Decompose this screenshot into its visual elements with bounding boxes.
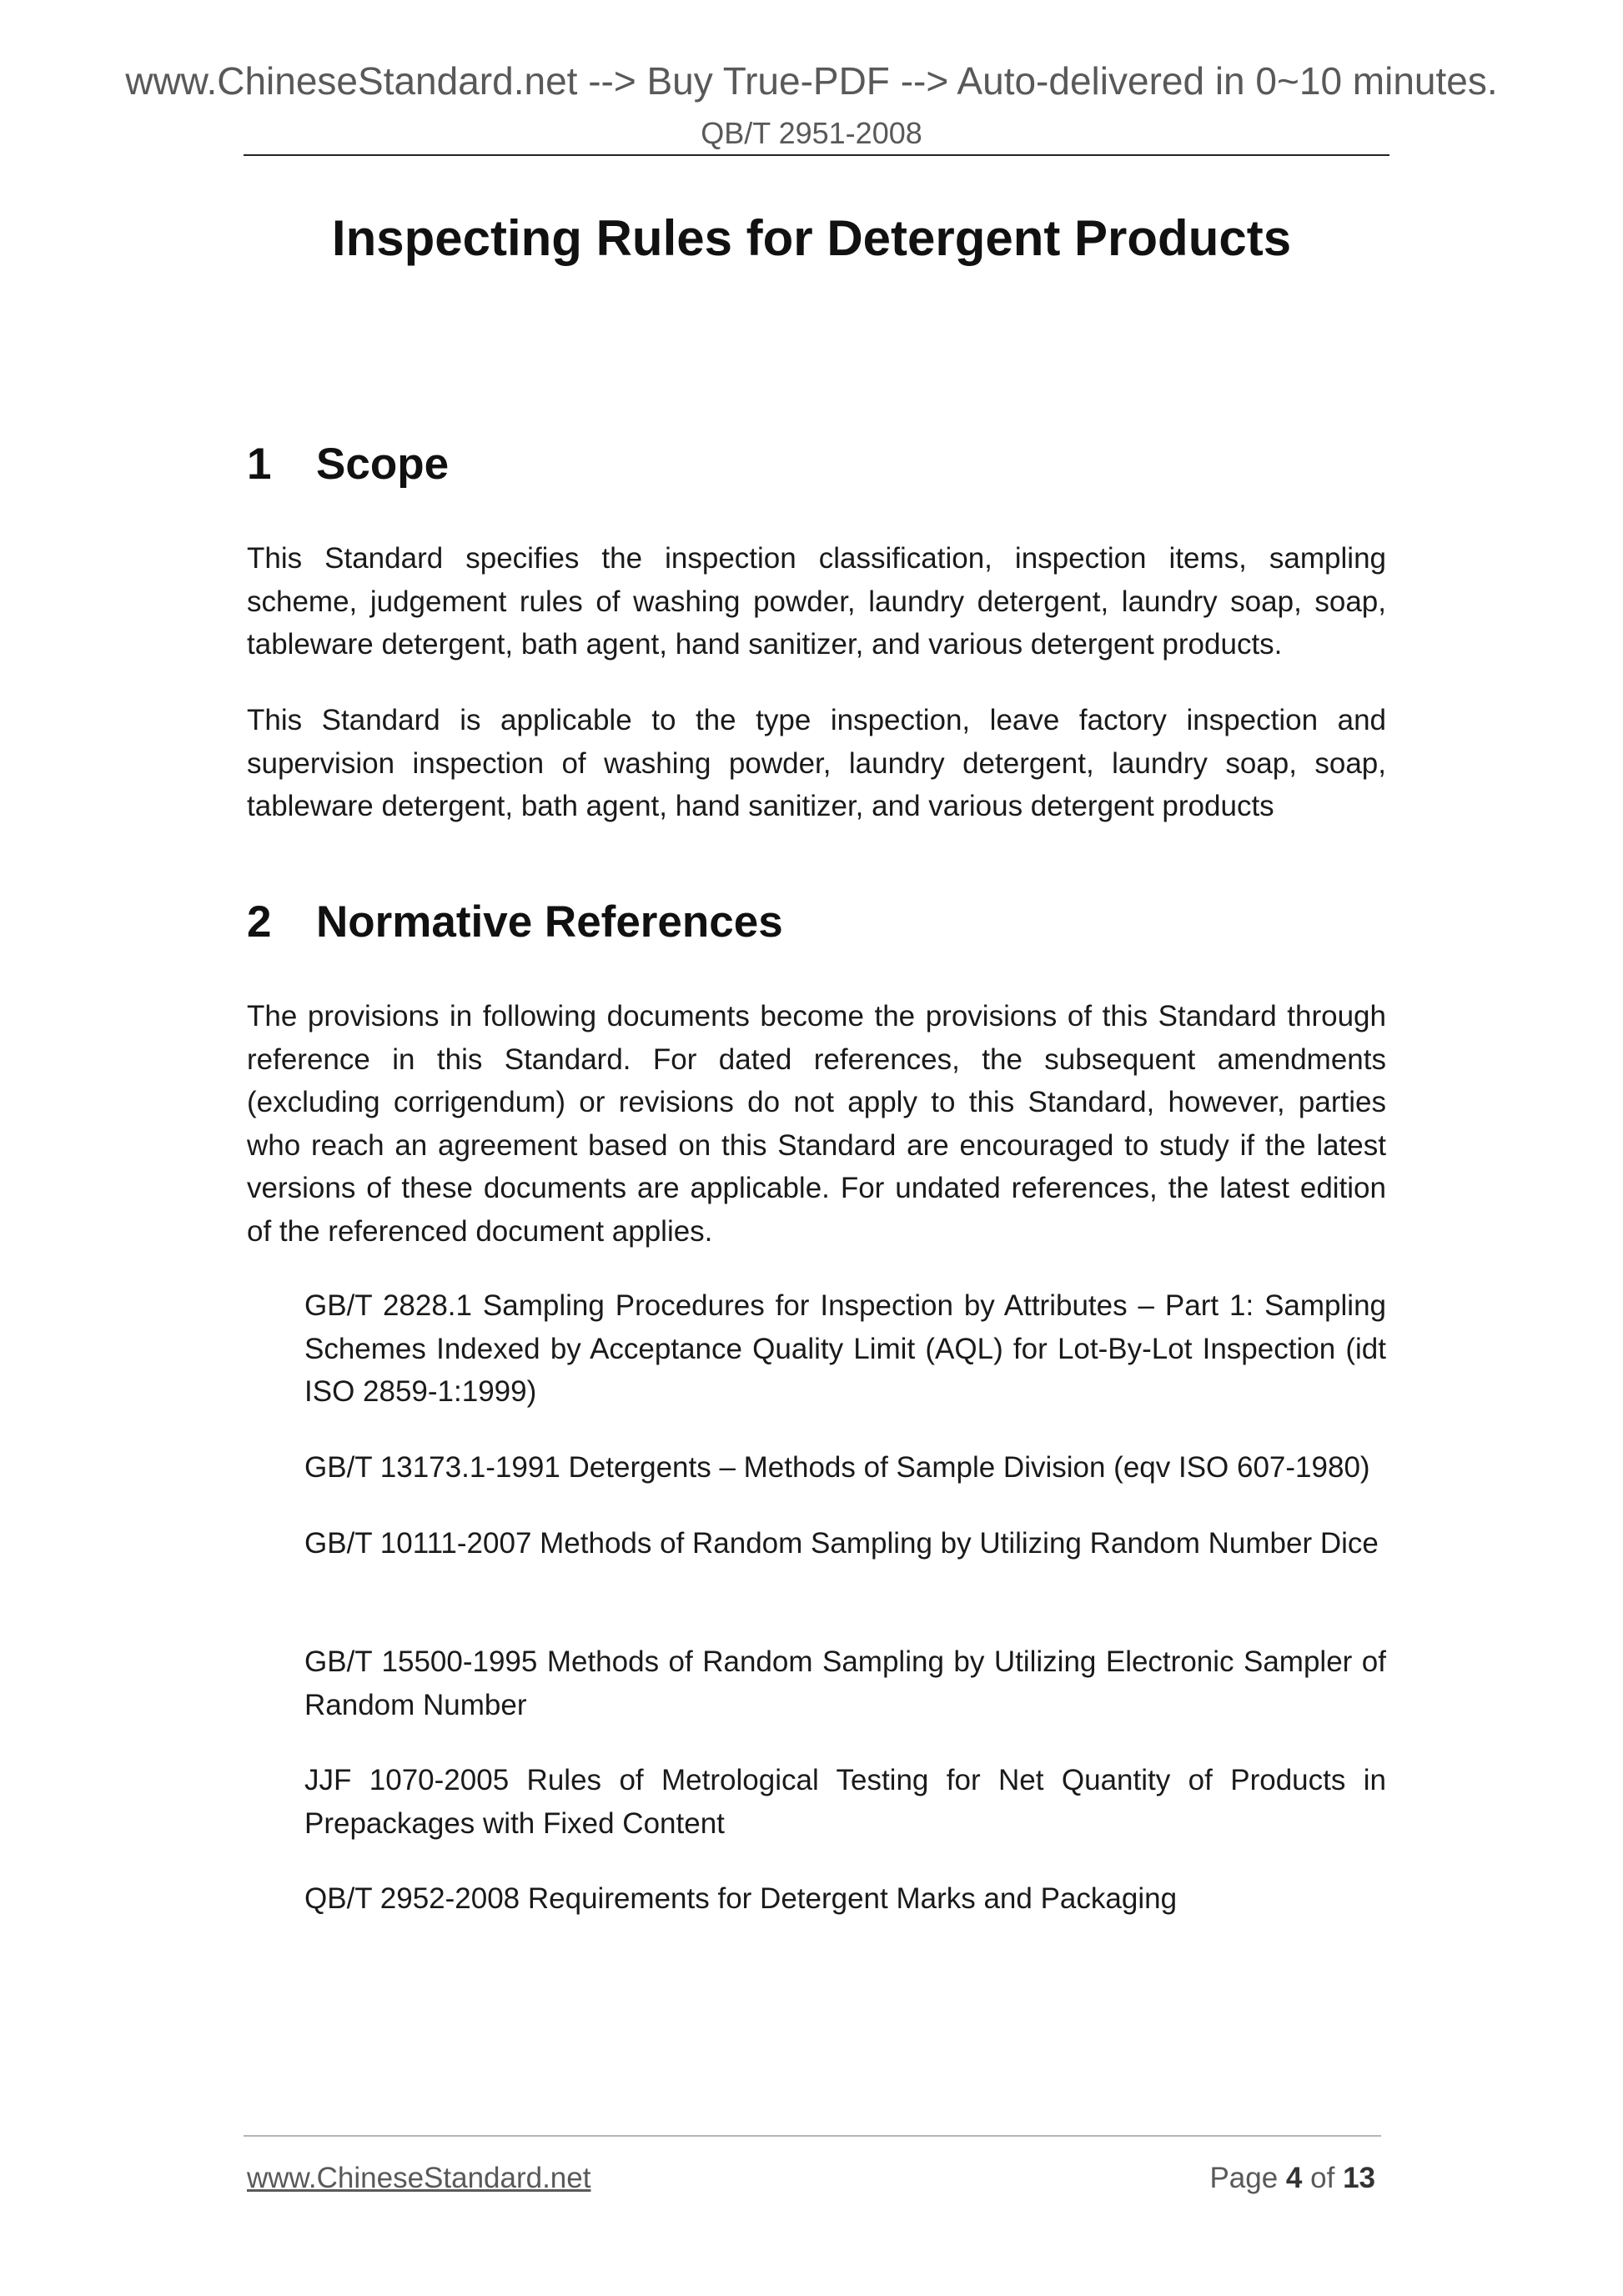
document-title: Inspecting Rules for Detergent Products — [331, 210, 1292, 266]
page-label: Page — [1209, 2162, 1279, 2194]
section-2-number: 2 — [247, 897, 272, 947]
section-1-number: 1 — [247, 440, 272, 489]
reference-item: GB/T 13173.1-1991 Detergents – Methods of Sample Division (eqv ISO 607-1980) — [304, 1451, 1370, 1484]
reference-item: GB/T 2828.1 Sampling Procedures for Inspection by Attributes – Part 1: Sampling Schemes Indexed by Acceptance Quality Limit (AQL) for Lot-By-Lot Inspection (idt ISO 2859-1:1999) — [304, 1289, 1386, 1408]
standard-code: QB/T 2951-2008 — [701, 116, 922, 150]
scope-paragraph-1: This Standard specifies the inspection classification, inspection items, sampling scheme, judgement rules of washing powder, laundry detergent, laundry soap, soap, tableware detergent, bath agent, hand sanitizer, and various detergent products. — [247, 542, 1386, 661]
footer-site-link[interactable]: www.ChineseStandard.net — [247, 2162, 591, 2194]
section-2-heading — [247, 897, 783, 947]
footer-divider — [244, 2135, 1381, 2137]
page-current: 4 — [1285, 2162, 1303, 2194]
reference-item: QB/T 2952-2008 Requirements for Detergent Marks and Packaging — [304, 1882, 1178, 1915]
page-total: 13 — [1343, 2162, 1375, 2194]
page-of-label: of — [1310, 2162, 1335, 2194]
page-indicator — [1209, 2163, 1375, 2193]
section-1-title: Scope — [316, 440, 450, 489]
reference-item: JJF 1070-2005 Rules of Metrological Testing for Net Quantity of Products in Prepackages with Fixed Content — [304, 1764, 1386, 1840]
header-divider — [244, 154, 1389, 156]
header-banner: www.ChineseStandard.net --> Buy True-PDF --> Auto-delivered in 0~10 minutes. — [125, 59, 1498, 103]
reference-item: GB/T 15500-1995 Methods of Random Sampling by Utilizing Electronic Sampler of Random Number — [304, 1645, 1386, 1721]
references-intro-paragraph: The provisions in following documents become the provisions of this Standard through reference in this Standard. For dated references, the subsequent amendments (excluding corrigendum) or revisions do not apply to this Standard, however, parties who reach an agreement based on this Standard are encouraged to study if the latest versions of these documents are applicable. For undated references, the latest edition of the referenced document applies. — [247, 1000, 1386, 1248]
scope-paragraph-2: This Standard is applicable to the type inspection, leave factory inspection and supervision inspection of washing powder, laundry detergent, laundry soap, soap, tableware detergent, bath agent, hand sanitizer, and various detergent products — [247, 704, 1386, 822]
reference-item: GB/T 10111-2007 Methods of Random Sampling by Utilizing Random Number Dice — [304, 1527, 1379, 1560]
section-1-heading — [247, 440, 450, 489]
section-2-title: Normative References — [316, 897, 783, 947]
